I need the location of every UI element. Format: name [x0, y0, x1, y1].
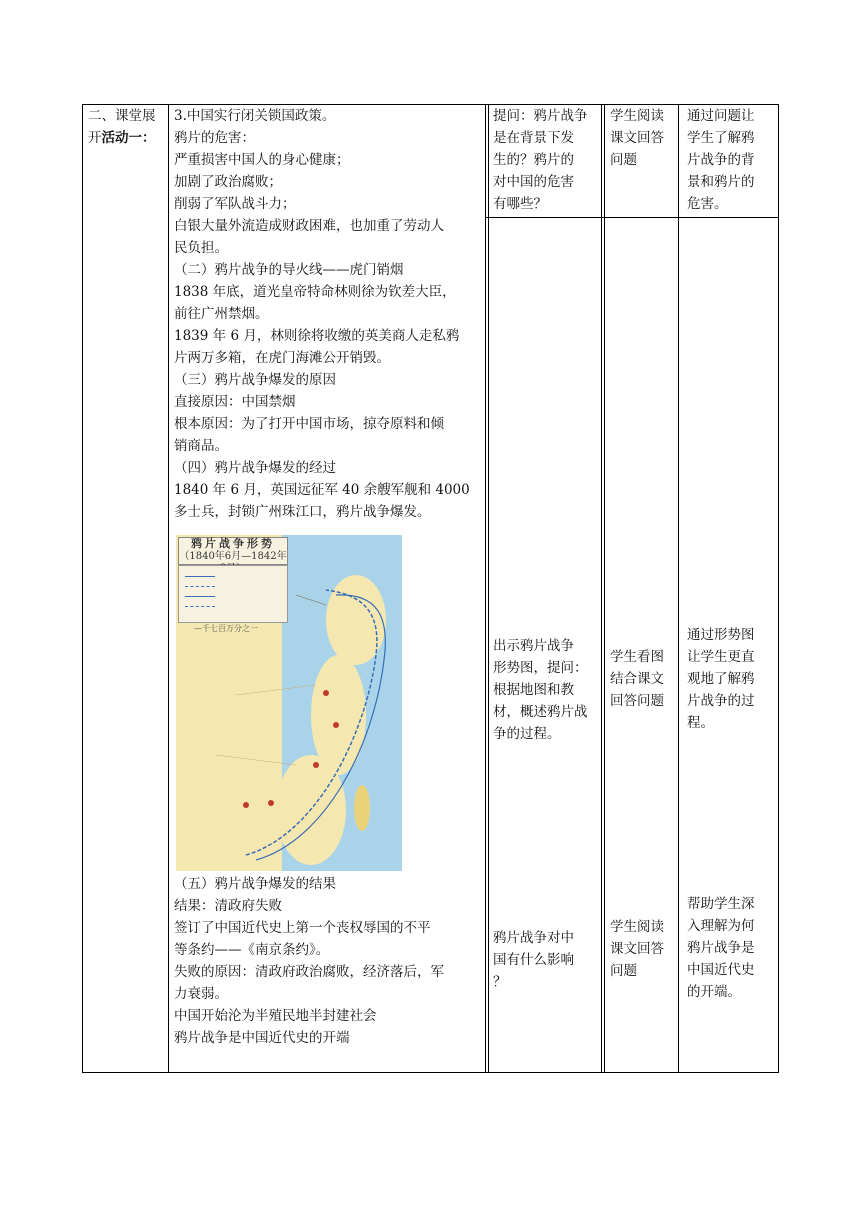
- content-line: 签订了中国近代史上第一个丧权辱国的不平: [174, 920, 431, 936]
- teacher-activity-2: [493, 635, 601, 745]
- student-activity-1: [610, 105, 678, 171]
- content-line: 等条约——《南京条约》。: [174, 942, 330, 958]
- design-intent-1: [687, 105, 773, 215]
- intent-line: 通过形势图: [687, 627, 755, 643]
- legend-line: [185, 596, 215, 597]
- student-line: 回答问题: [610, 693, 664, 709]
- content-line: 3.中国实行闭关锁国政策。: [174, 108, 336, 124]
- intent-line: 程。: [687, 715, 714, 731]
- row-divider: [485, 217, 779, 218]
- content-line: （三）鸦片战争爆发的原因: [174, 372, 336, 388]
- map-subtitle: （1840年6月—1842年: [179, 551, 287, 562]
- teacher-line: 对中国的危害: [493, 174, 574, 190]
- content-line: （五）鸦片战争爆发的结果: [174, 876, 336, 892]
- intent-line: 片战争的过: [687, 693, 755, 709]
- map-title-box: [178, 537, 288, 565]
- content-line: 加剧了政治腐败；: [174, 174, 282, 190]
- content-line: （二）鸦片战争的导火线——虎门销烟: [174, 262, 404, 278]
- stage-cell: [88, 105, 168, 149]
- map-title: 鸦片战争形势: [191, 537, 275, 550]
- design-intent-2: [687, 624, 773, 734]
- student-line: 课文回答: [610, 941, 664, 957]
- content-line: 削弱了军队战斗力；: [174, 196, 296, 212]
- content-line: 1840 年 6 月，英国远征军 40 余艘军舰和 4000: [174, 482, 470, 498]
- content-line: 鸦片的危害：: [174, 130, 255, 146]
- teacher-line: 生的？鸦片的: [493, 152, 574, 168]
- intent-line: 学生了解鸦: [687, 130, 755, 146]
- teacher-line: 提问：鸦片战争: [493, 108, 588, 124]
- intent-line: 的开端。: [687, 984, 741, 1000]
- legend-line: [185, 576, 215, 577]
- lesson-plan-table: [82, 104, 779, 1073]
- intent-line: 观地了解鸦: [687, 671, 755, 687]
- teacher-line: ？: [493, 974, 507, 990]
- teacher-line: 是在背景下发: [493, 130, 574, 146]
- content-cell-results: [174, 873, 474, 1049]
- teacher-line: 出示鸦片战争: [493, 638, 574, 654]
- activity-label: 活动一: [101, 130, 142, 146]
- student-line: 学生看图: [610, 649, 664, 665]
- content-line: 白银大量外流造成财政困难，也加重了劳动人: [174, 218, 444, 234]
- content-line: 严重损害中国人的身心健康；: [174, 152, 350, 168]
- stage-line-1: 二、课堂展: [88, 108, 156, 124]
- content-line: 失败的原因：清政府政治腐败，经济落后，军: [174, 964, 444, 980]
- intent-line: 鸦片战争是: [687, 940, 755, 956]
- content-line: 结果：清政府失败: [174, 898, 282, 914]
- teacher-activity-1: [493, 105, 601, 215]
- content-cell: [174, 105, 474, 523]
- student-line: 学生阅读: [610, 108, 664, 124]
- intent-line: 帮助学生深: [687, 896, 755, 912]
- student-line: 问题: [610, 963, 637, 979]
- student-line: 课文回答: [610, 130, 664, 146]
- legend-line: [185, 606, 215, 607]
- teacher-line: 有哪些？: [493, 196, 547, 212]
- content-line: 1838 年底，道光皇帝特命林则徐为钦差大臣，: [174, 284, 456, 300]
- intent-line: 片战争的背: [687, 152, 755, 168]
- content-line: 销商品。: [174, 438, 228, 454]
- content-line: 鸦片战争是中国近代史的开端: [174, 1030, 350, 1046]
- content-line: 片两万多箱，在虎门海滩公开销毁。: [174, 350, 390, 366]
- teacher-line: 材，概述鸦片战: [493, 704, 588, 720]
- intent-line: 让学生更直: [687, 649, 755, 665]
- student-line: 结合课文: [610, 671, 664, 687]
- student-line: 学生阅读: [610, 919, 664, 935]
- content-line: 多士兵，封锁广州珠江口，鸦片战争爆发。: [174, 504, 431, 520]
- teacher-line: 争的过程。: [493, 726, 561, 742]
- content-line: 1839 年 6 月，林则徐将收缴的英美商人走私鸦: [174, 328, 460, 344]
- intent-line: 中国近代史: [687, 962, 755, 978]
- intent-line: 入理解为何: [687, 918, 755, 934]
- intent-line: 通过问题让: [687, 108, 755, 124]
- teacher-line: 根据地图和教: [493, 682, 574, 698]
- intent-line: 危害。: [687, 196, 728, 212]
- teacher-line: 鸦片战争对中: [493, 930, 574, 946]
- column-divider: [601, 105, 602, 1072]
- content-line: 中国开始沦为半殖民地半封建社会: [174, 1008, 377, 1024]
- intent-line: 景和鸦片的: [687, 174, 755, 190]
- stage-prefix: 开: [88, 130, 102, 146]
- content-line: 直接原因：中国禁烟: [174, 394, 296, 410]
- stage-line-2: [88, 127, 168, 149]
- legend-line: [185, 586, 215, 587]
- design-intent-3: [687, 893, 773, 1003]
- teacher-activity-3: [493, 927, 601, 993]
- column-divider: [604, 105, 605, 1072]
- activity-colon: ：: [142, 130, 156, 146]
- student-activity-3: [610, 916, 678, 982]
- opium-war-map-image: [176, 535, 402, 871]
- map-scale: —千七百万分之一: [194, 624, 258, 633]
- teacher-line: 国有什么影响: [493, 952, 574, 968]
- content-line: 根本原因：为了打开中国市场，掠夺原料和倾: [174, 416, 444, 432]
- student-line: 问题: [610, 152, 637, 168]
- column-divider: [485, 105, 486, 1072]
- student-activity-2: [610, 646, 678, 712]
- column-divider: [488, 105, 489, 1072]
- column-divider: [678, 105, 679, 1072]
- content-line: 前往广州禁烟。: [174, 306, 269, 322]
- column-divider: [168, 105, 169, 1072]
- content-line: （四）鸦片战争爆发的经过: [174, 460, 336, 476]
- content-line: 民负担。: [174, 240, 228, 256]
- content-line: 力衰弱。: [174, 986, 228, 1002]
- teacher-line: 形势图，提问：: [493, 660, 588, 676]
- map-legend: [178, 565, 288, 623]
